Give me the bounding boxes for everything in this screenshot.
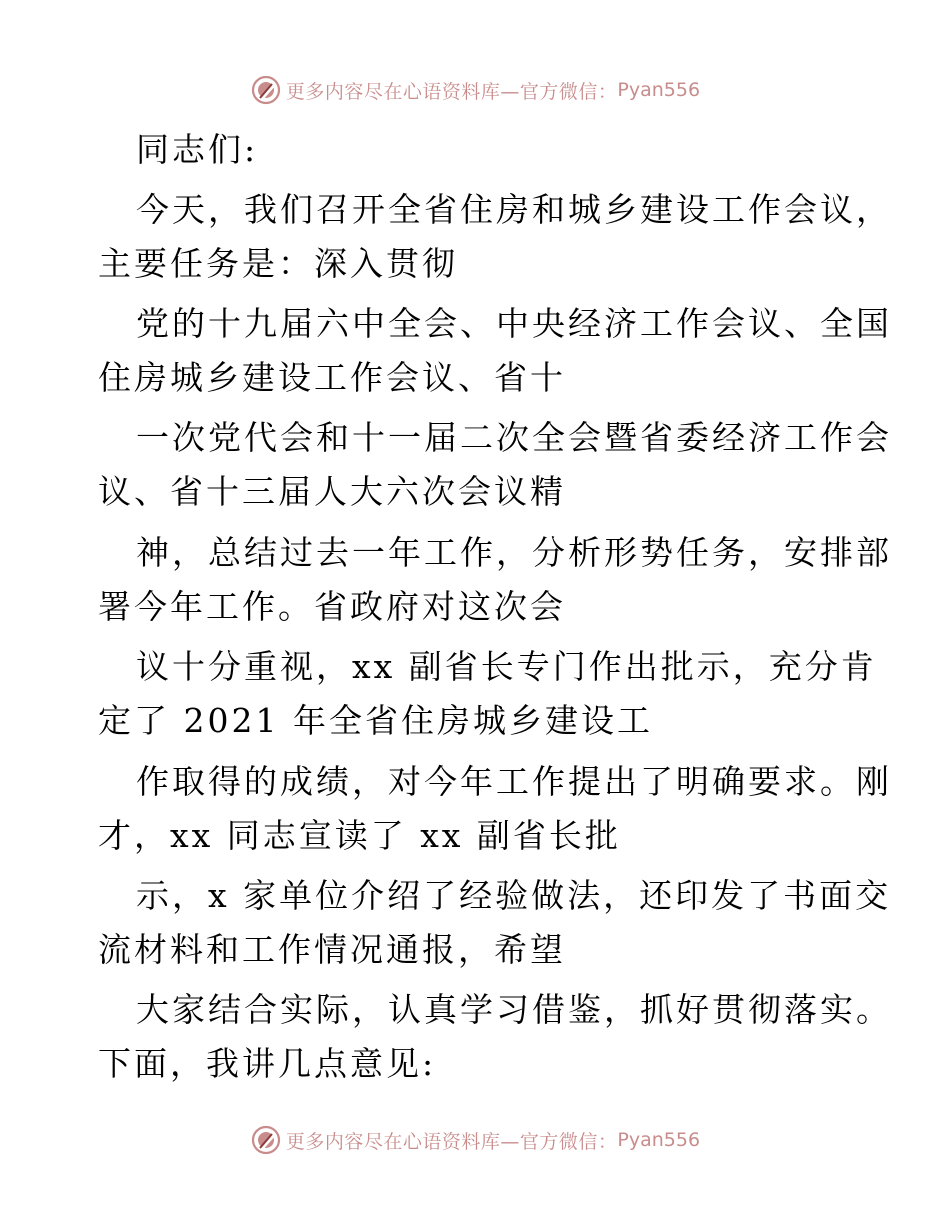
paragraph-line: 署今年工作。省政府对这次会 <box>98 587 566 626</box>
watermark-handle: Pyan556 <box>617 79 701 101</box>
paragraph-line: 一次党代会和十一届二次全会暨省委经济工作会 <box>136 418 892 457</box>
paragraph-line: 议、省十三届人大六次会议精 <box>98 472 566 511</box>
paragraph-line: 党的十九届六中全会、中央经济工作会议、全国 <box>136 304 892 343</box>
salutation: 同志们: <box>136 130 259 169</box>
watermark-text: 更多内容尽在心语资料库—官方微信： <box>285 80 618 103</box>
pen-logo-icon <box>250 74 282 106</box>
header-watermark <box>0 70 950 110</box>
watermark-handle: Pyan556 <box>617 1129 701 1151</box>
paragraph-line: 示，x 家单位介绍了经验做法，还印发了书面交 <box>136 876 892 915</box>
paragraph-line: 才，xx 同志宣读了 xx 副省长批 <box>98 816 621 855</box>
paragraph-line: 定了 2021 年全省住房城乡建设工 <box>98 701 653 740</box>
pen-logo-icon <box>250 1124 282 1156</box>
watermark-text: 更多内容尽在心语资料库—官方微信： <box>285 1130 618 1153</box>
paragraph-line: 今天，我们召开全省住房和城乡建设工作会议， <box>136 190 892 229</box>
paragraph-line: 主要任务是：深入贯彻 <box>98 244 458 283</box>
paragraph-line: 作取得的成绩，对今年工作提出了明确要求。刚 <box>136 762 892 801</box>
paragraph-line: 议十分重视，xx 副省长专门作出批示，充分肯 <box>136 647 877 686</box>
footer-watermark <box>0 1120 950 1160</box>
paragraph-line: 流材料和工作情况通报，希望 <box>98 930 566 969</box>
paragraph-line: 神，总结过去一年工作，分析形势任务，安排部 <box>136 533 892 572</box>
paragraph-line: 大家结合实际，认真学习借鉴，抓好贯彻落实。 <box>136 990 892 1029</box>
paragraph-line: 下面，我讲几点意见: <box>98 1044 437 1083</box>
paragraph-line: 住房城乡建设工作会议、省十 <box>98 358 566 397</box>
